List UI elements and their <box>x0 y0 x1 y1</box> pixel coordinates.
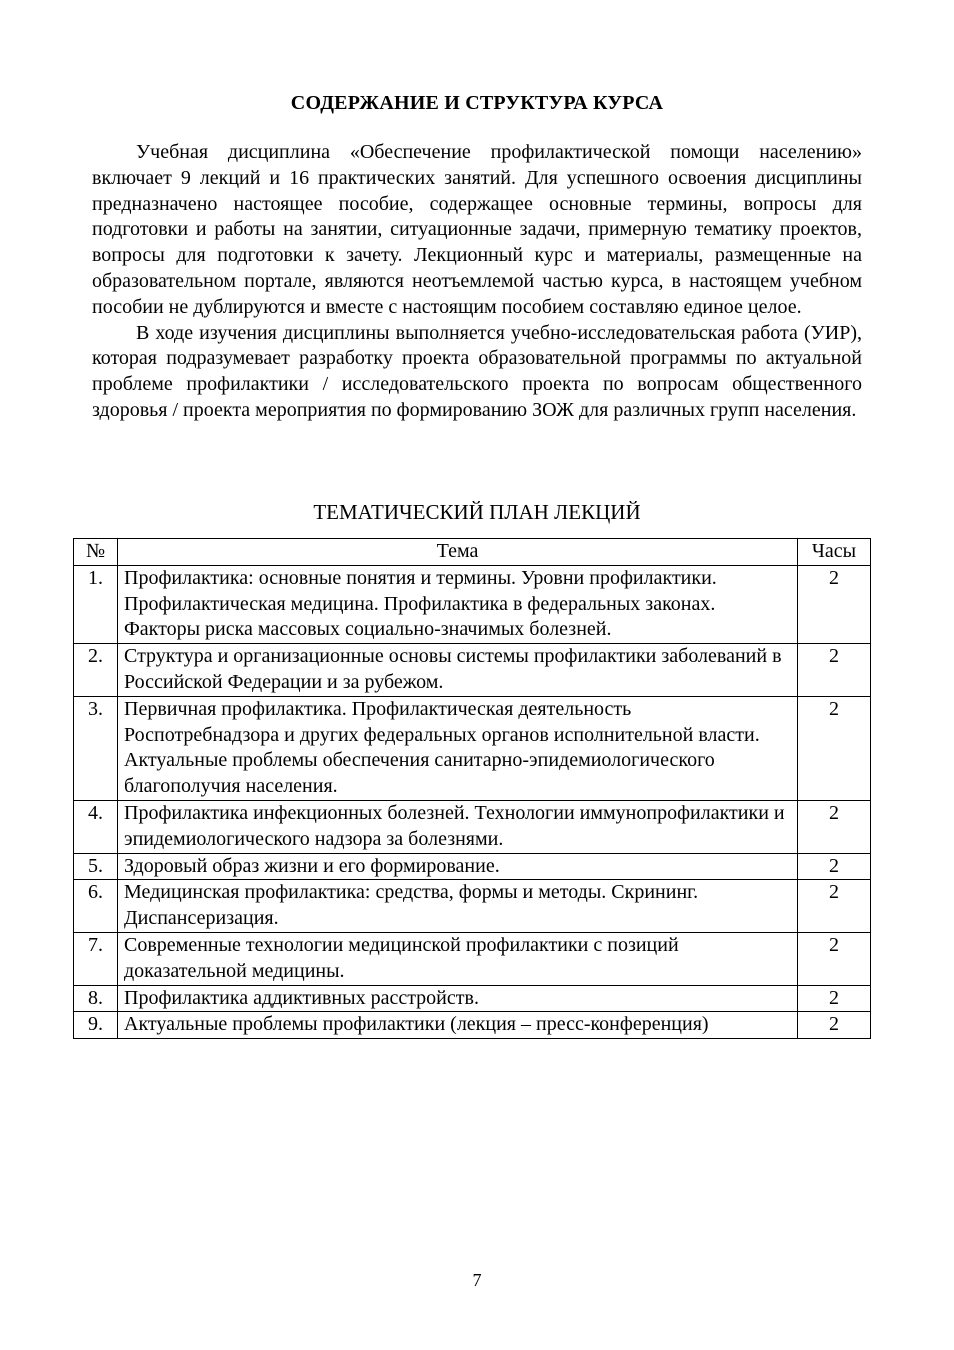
row-number: 7. <box>74 932 118 985</box>
paragraph-1: Учебная дисциплина «Обеспечение профилактической помощи населению» включает 9 лекций и 16 практических занятий. Для успешного освоения дисциплины предназначено настоящее пособие, содержащее основные термины, вопросы для подготовки и работы на занятии, ситуационные задачи, примерную тематику проектов, вопросы для подготовки к зачету. Лекционный курс и материалы, размещенные на образовательном портале, являются неотъемлемой частью курса, в настоящем учебном пособии не дублируются и вместе с настоящим пособием составляю единое целое. <box>92 141 862 318</box>
row-topic: Актуальные проблемы профилактики (лекция – пресс-конференция) <box>118 1012 798 1039</box>
page-number: 7 <box>472 1270 482 1290</box>
header-number: № <box>74 539 118 566</box>
table-row <box>74 800 871 853</box>
row-number: 3. <box>74 696 118 800</box>
intro-text <box>92 140 862 424</box>
row-hours: 2 <box>798 800 871 853</box>
table-row <box>74 565 871 643</box>
row-hours: 2 <box>798 565 871 643</box>
row-hours: 2 <box>798 880 871 933</box>
row-number: 6. <box>74 880 118 933</box>
row-topic: Современные технологии медицинской профилактики с позиций доказательной медицины. <box>118 932 798 985</box>
table-row <box>74 696 871 800</box>
row-hours: 2 <box>798 696 871 800</box>
row-topic: Профилактика инфекционных болезней. Технологии иммунопрофилактики и эпидемиологического надзора за болезнями. <box>118 800 798 853</box>
table-row <box>74 932 871 985</box>
row-hours: 2 <box>798 985 871 1012</box>
section-heading: СОДЕРЖАНИЕ И СТРУКТУРА КУРСА <box>290 92 664 114</box>
row-number: 2. <box>74 644 118 697</box>
table-row <box>74 985 871 1012</box>
row-topic: Профилактика: основные понятия и термины. Уровни профилактики. Профилактическая медицина. Профилактика в федеральных законах. Факторы риска массовых социально-значимых болезней. <box>118 565 798 643</box>
lecture-plan-table <box>73 538 871 1039</box>
row-number: 4. <box>74 800 118 853</box>
paragraph-2: В ходе изучения дисциплины выполняется учебно-исследовательская работа (УИР), которая подразумевает разработку проекта образовательной программы по актуальной проблеме профилактики / исследовательского проекта по вопросам общественного здоровья / проекта мероприятия по формированию ЗОЖ для различных групп населения. <box>92 321 862 421</box>
table-row <box>74 853 871 880</box>
table-row <box>74 644 871 697</box>
row-topic: Медицинская профилактика: средства, формы и методы. Скрининг. Диспансеризация. <box>118 880 798 933</box>
table-row <box>74 1012 871 1039</box>
row-hours: 2 <box>798 644 871 697</box>
row-topic: Здоровый образ жизни и его формирование. <box>118 853 798 880</box>
header-topic: Тема <box>118 539 798 566</box>
row-hours: 2 <box>798 853 871 880</box>
row-number: 5. <box>74 853 118 880</box>
row-number: 9. <box>74 1012 118 1039</box>
table-header-row <box>74 539 871 566</box>
row-hours: 2 <box>798 932 871 985</box>
row-topic: Структура и организационные основы системы профилактики заболеваний в Российской Федерации и за рубежом. <box>118 644 798 697</box>
row-topic: Профилактика аддиктивных расстройств. <box>118 985 798 1012</box>
header-hours: Часы <box>798 539 871 566</box>
table-title: ТЕМАТИЧЕСКИЙ ПЛАН ЛЕКЦИЙ <box>313 500 641 524</box>
row-number: 1. <box>74 565 118 643</box>
row-number: 8. <box>74 985 118 1012</box>
row-topic: Первичная профилактика. Профилактическая деятельность Роспотребнадзора и других федеральных органов исполнительной власти. Актуальные проблемы обеспечения санитарно-эпидемиологического благополучия населения. <box>118 696 798 800</box>
table-row <box>74 880 871 933</box>
row-hours: 2 <box>798 1012 871 1039</box>
